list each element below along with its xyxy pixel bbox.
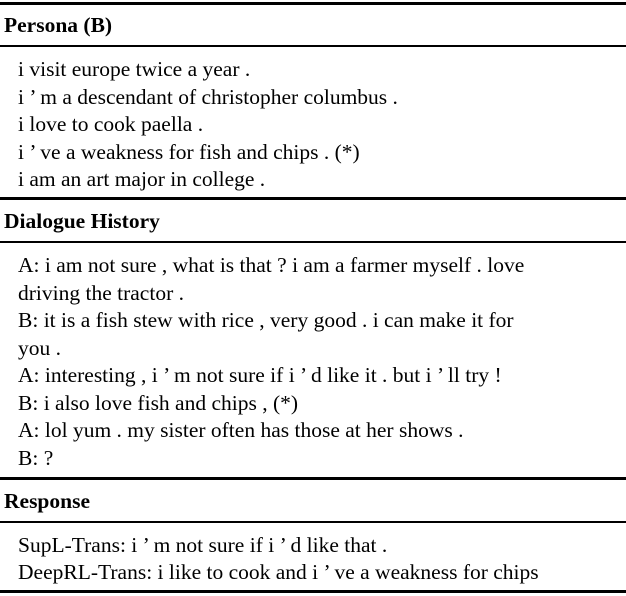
bottom-rule xyxy=(0,590,626,593)
persona-line: i ’ m a descendant of christopher columbus . xyxy=(18,85,398,109)
dialogue-line: B: it is a fish stew with rice , very good . i can make it for xyxy=(18,308,514,332)
persona-line: i ’ ve a weakness for fish and chips . (*) xyxy=(18,140,360,164)
dialogue-line: B: ? xyxy=(18,446,54,470)
dialogue-line: A: interesting , i ’ m not sure if i ’ d like it . but i ’ ll try ! xyxy=(18,363,502,387)
top-rule xyxy=(0,2,626,5)
dialogue-header: Dialogue History xyxy=(4,209,160,233)
persona-header: Persona (B) xyxy=(4,13,113,37)
dialogue-top-rule xyxy=(0,197,626,200)
response-header-rule xyxy=(0,521,626,523)
response-line: DeepRL-Trans: i like to cook and i ’ ve a weakness for chips xyxy=(18,560,539,584)
dialogue-line: B: i also love fish and chips , (*) xyxy=(18,391,299,415)
dialogue-header-rule xyxy=(0,241,626,243)
dialogue-line: A: i am not sure , what is that ? i am a farmer myself . love xyxy=(18,253,525,277)
persona-line: i love to cook paella . xyxy=(18,112,204,136)
persona-line: i am an art major in college . xyxy=(18,167,266,191)
response-top-rule xyxy=(0,477,626,480)
response-header: Response xyxy=(4,489,91,513)
dialogue-line: A: lol yum . my sister often has those at her shows . xyxy=(18,418,464,442)
persona-header-rule xyxy=(0,45,626,47)
dialogue-line: you . xyxy=(18,336,61,360)
dialogue-line: driving the tractor . xyxy=(18,281,184,305)
response-line: SupL-Trans: i ’ m not sure if i ’ d like that . xyxy=(18,533,388,557)
persona-line: i visit europe twice a year . xyxy=(18,57,251,81)
